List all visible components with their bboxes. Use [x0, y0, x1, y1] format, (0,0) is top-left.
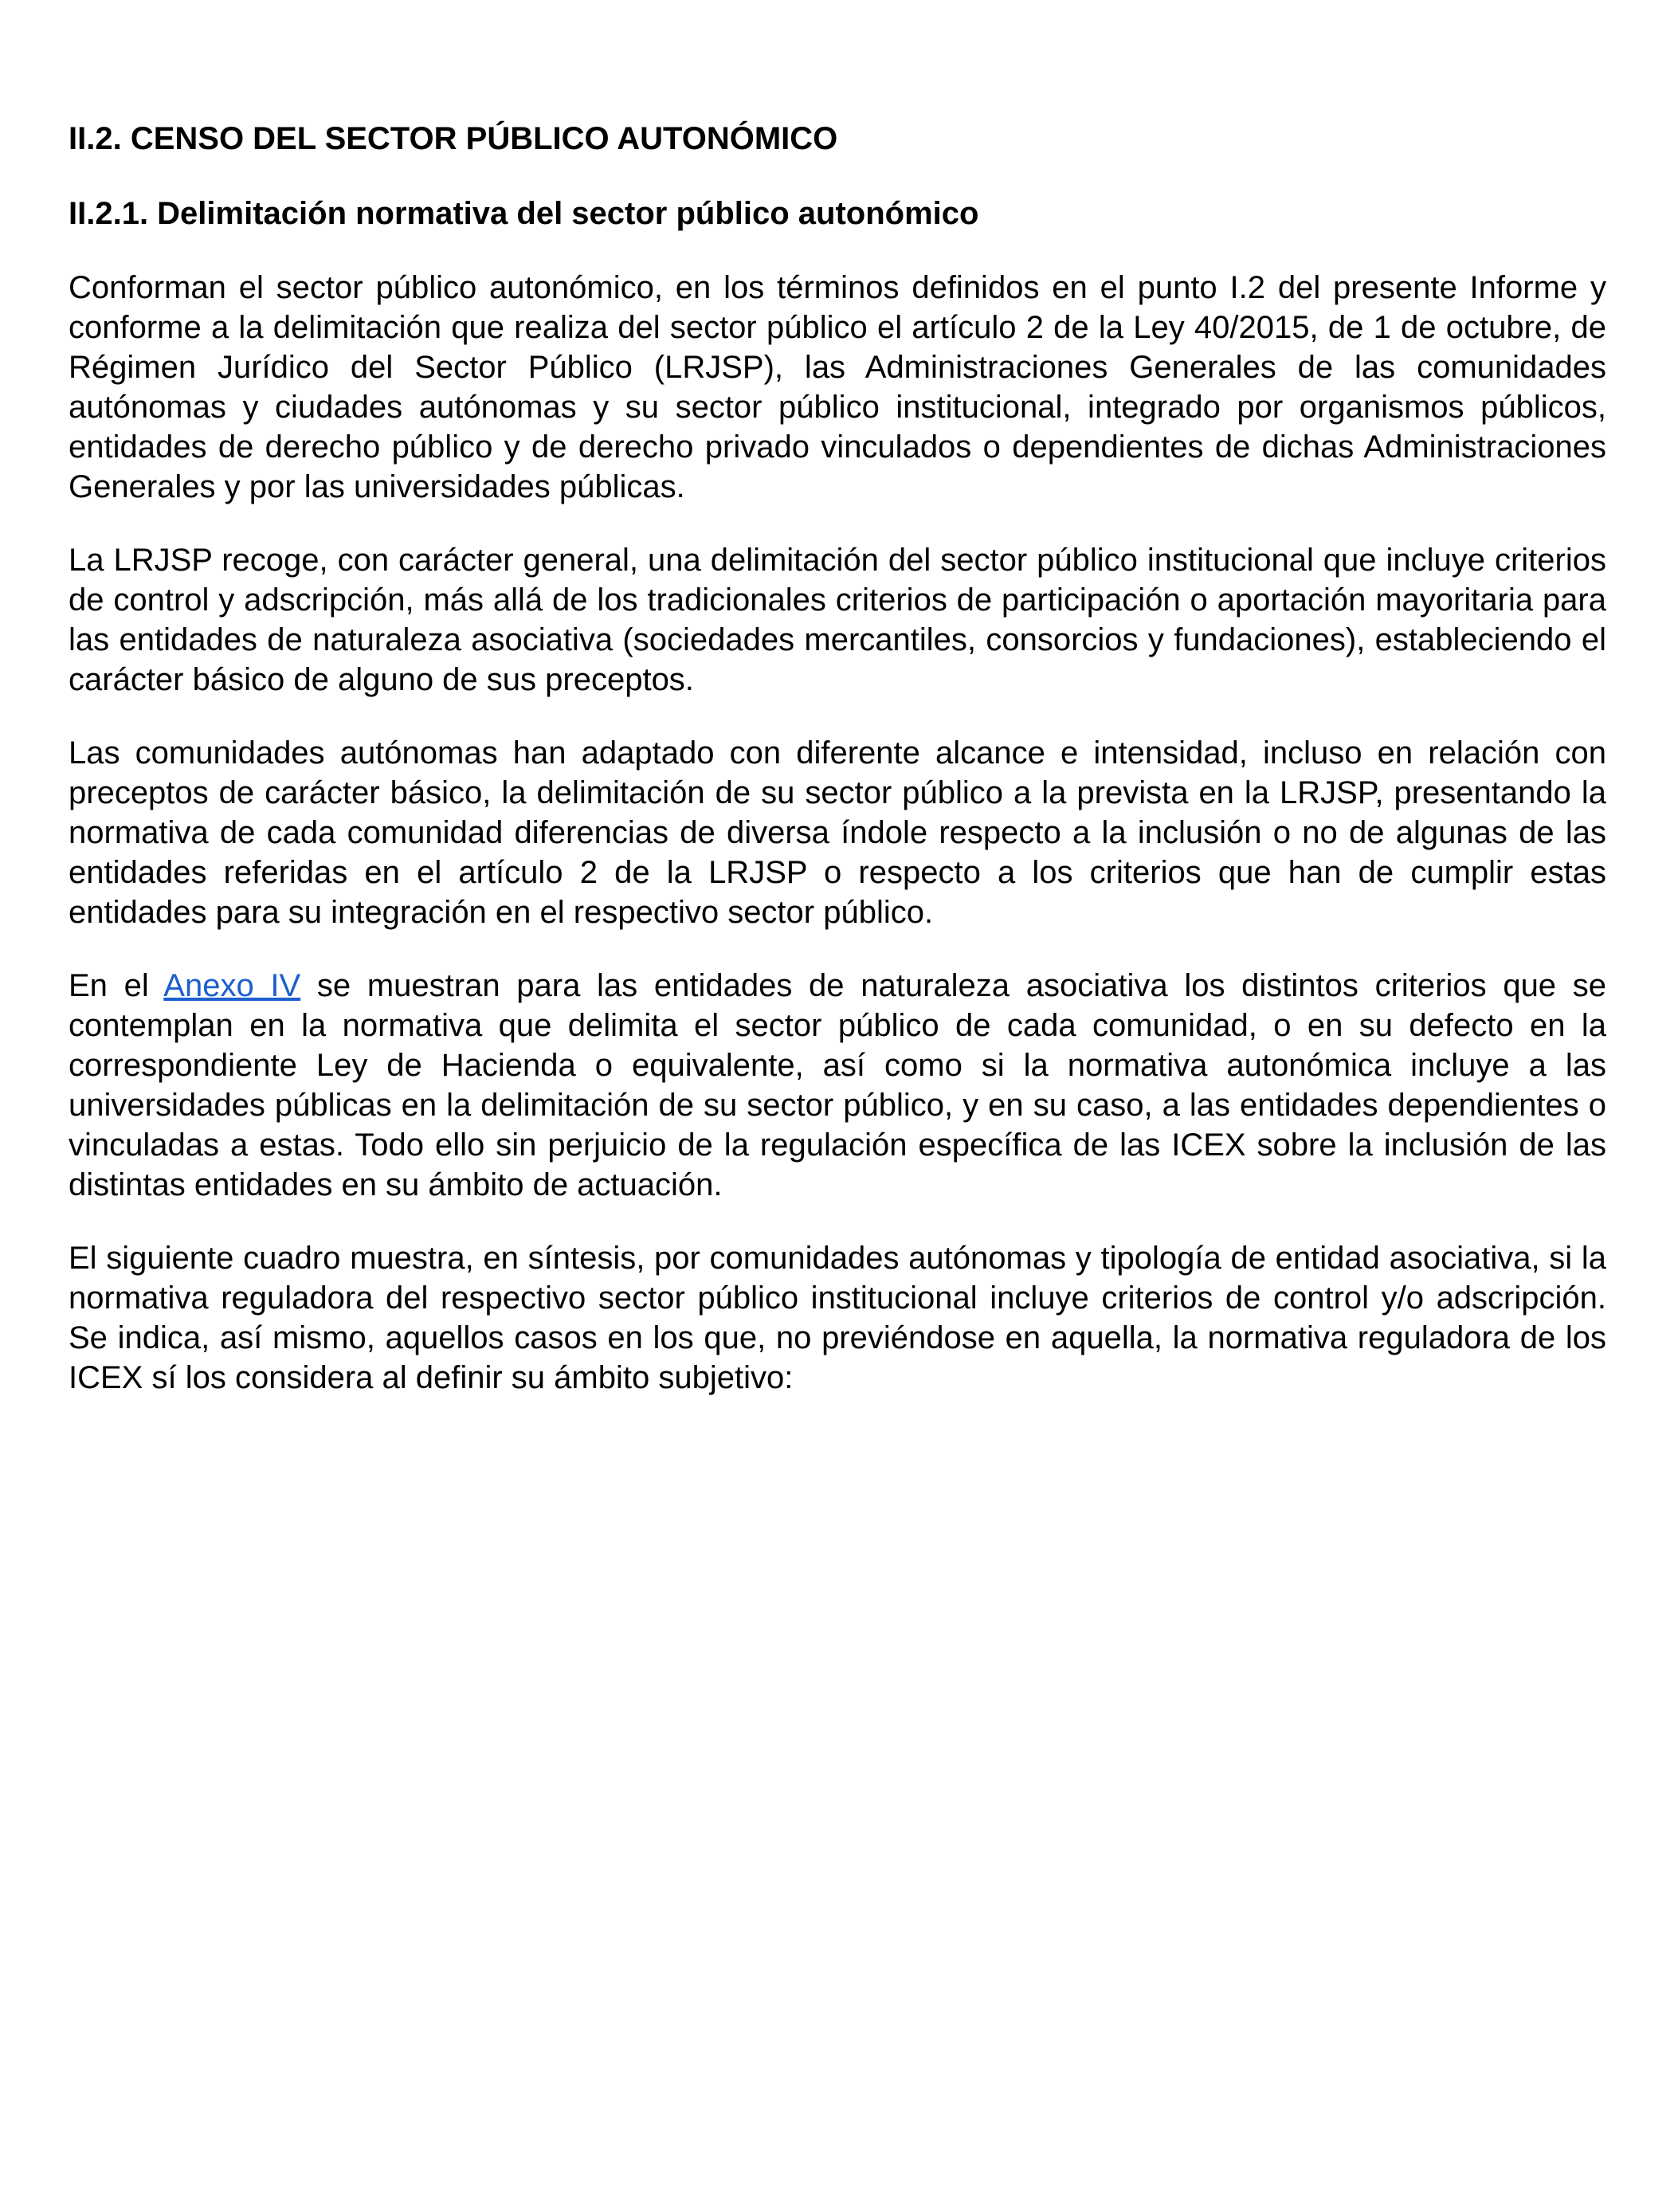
paragraph-1: Conforman el sector público autonómico, en los términos definidos en el punto I.2 del presente Informe y conforme a la delimitación que realiza del sector público el artículo 2 de la Ley 40/2015, de 1 de octubre, de Régimen Jurídico del Sector Público (LRJSP), las Administraciones Generales de las comunidades autónomas y ciudades autónomas y su sector público institucional, integrado por organismos públicos, entidades de derecho público y de derecho privado vinculados o dependientes de dichas Administraciones Generales y por las universidades públicas. — [69, 270, 1606, 504]
paragraph-anexo — [69, 966, 1606, 1205]
anexo-iv-link[interactable]: Anexo IV — [163, 968, 301, 1003]
paragraph-2: La LRJSP recoge, con carácter general, una delimitación del sector público institucional que incluye criterios de control y adscripción, más allá de los tradicionales criterios de participación o aportación mayoritaria para las entidades de naturaleza asociativa (sociedades mercantiles, consorcios y fundaciones), estableciendo el carácter básico de alguno de sus preceptos. — [69, 543, 1606, 697]
section-title: II.2. CENSO DEL SECTOR PÚBLICO AUTONÓMICO — [69, 121, 838, 156]
anexo-text-before: En el — [69, 968, 164, 1003]
subsection-title: II.2.1. Delimitación normativa del sector público autonómico — [69, 196, 979, 231]
anexo-text-after: se muestran para las entidades de naturaleza asociativa los distintos criterios que se contemplan en la normativa que delimita el sector público de cada comunidad, o en su defecto en la correspondiente Ley de Hacienda o equivalente, así como si la normativa autonómica incluye a las universidades públicas en la delimitación de su sector público, y en su caso, a las entidades dependientes o vinculadas a estas. Todo ello sin perjuicio de la regulación específica de las ICEX sobre la inclusión de las distintas entidades en su ámbito de actuación. — [69, 968, 1607, 1202]
document-page — [69, 118, 1606, 1398]
paragraph-3: Las comunidades autónomas han adaptado con diferente alcance e intensidad, incluso en relación con preceptos de carácter básico, la delimitación de su sector público a la prevista en la LRJSP, presentando la normativa de cada comunidad diferencias de diversa índole respecto a la inclusión o no de algunas de las entidades referidas en el artículo 2 de la LRJSP o respecto a los criterios que han de cumplir estas entidades para su integración en el respectivo sector público. — [69, 735, 1606, 930]
paragraph-final: El siguiente cuadro muestra, en síntesis, por comunidades autónomas y tipología de entidad asociativa, si la normativa reguladora del respectivo sector público institucional incluye criterios de control y/o adscripción. Se indica, así mismo, aquellos casos en los que, no previéndose en aquella, la normativa reguladora de los ICEX sí los considera al definir su ámbito subjetivo: — [69, 1241, 1606, 1395]
